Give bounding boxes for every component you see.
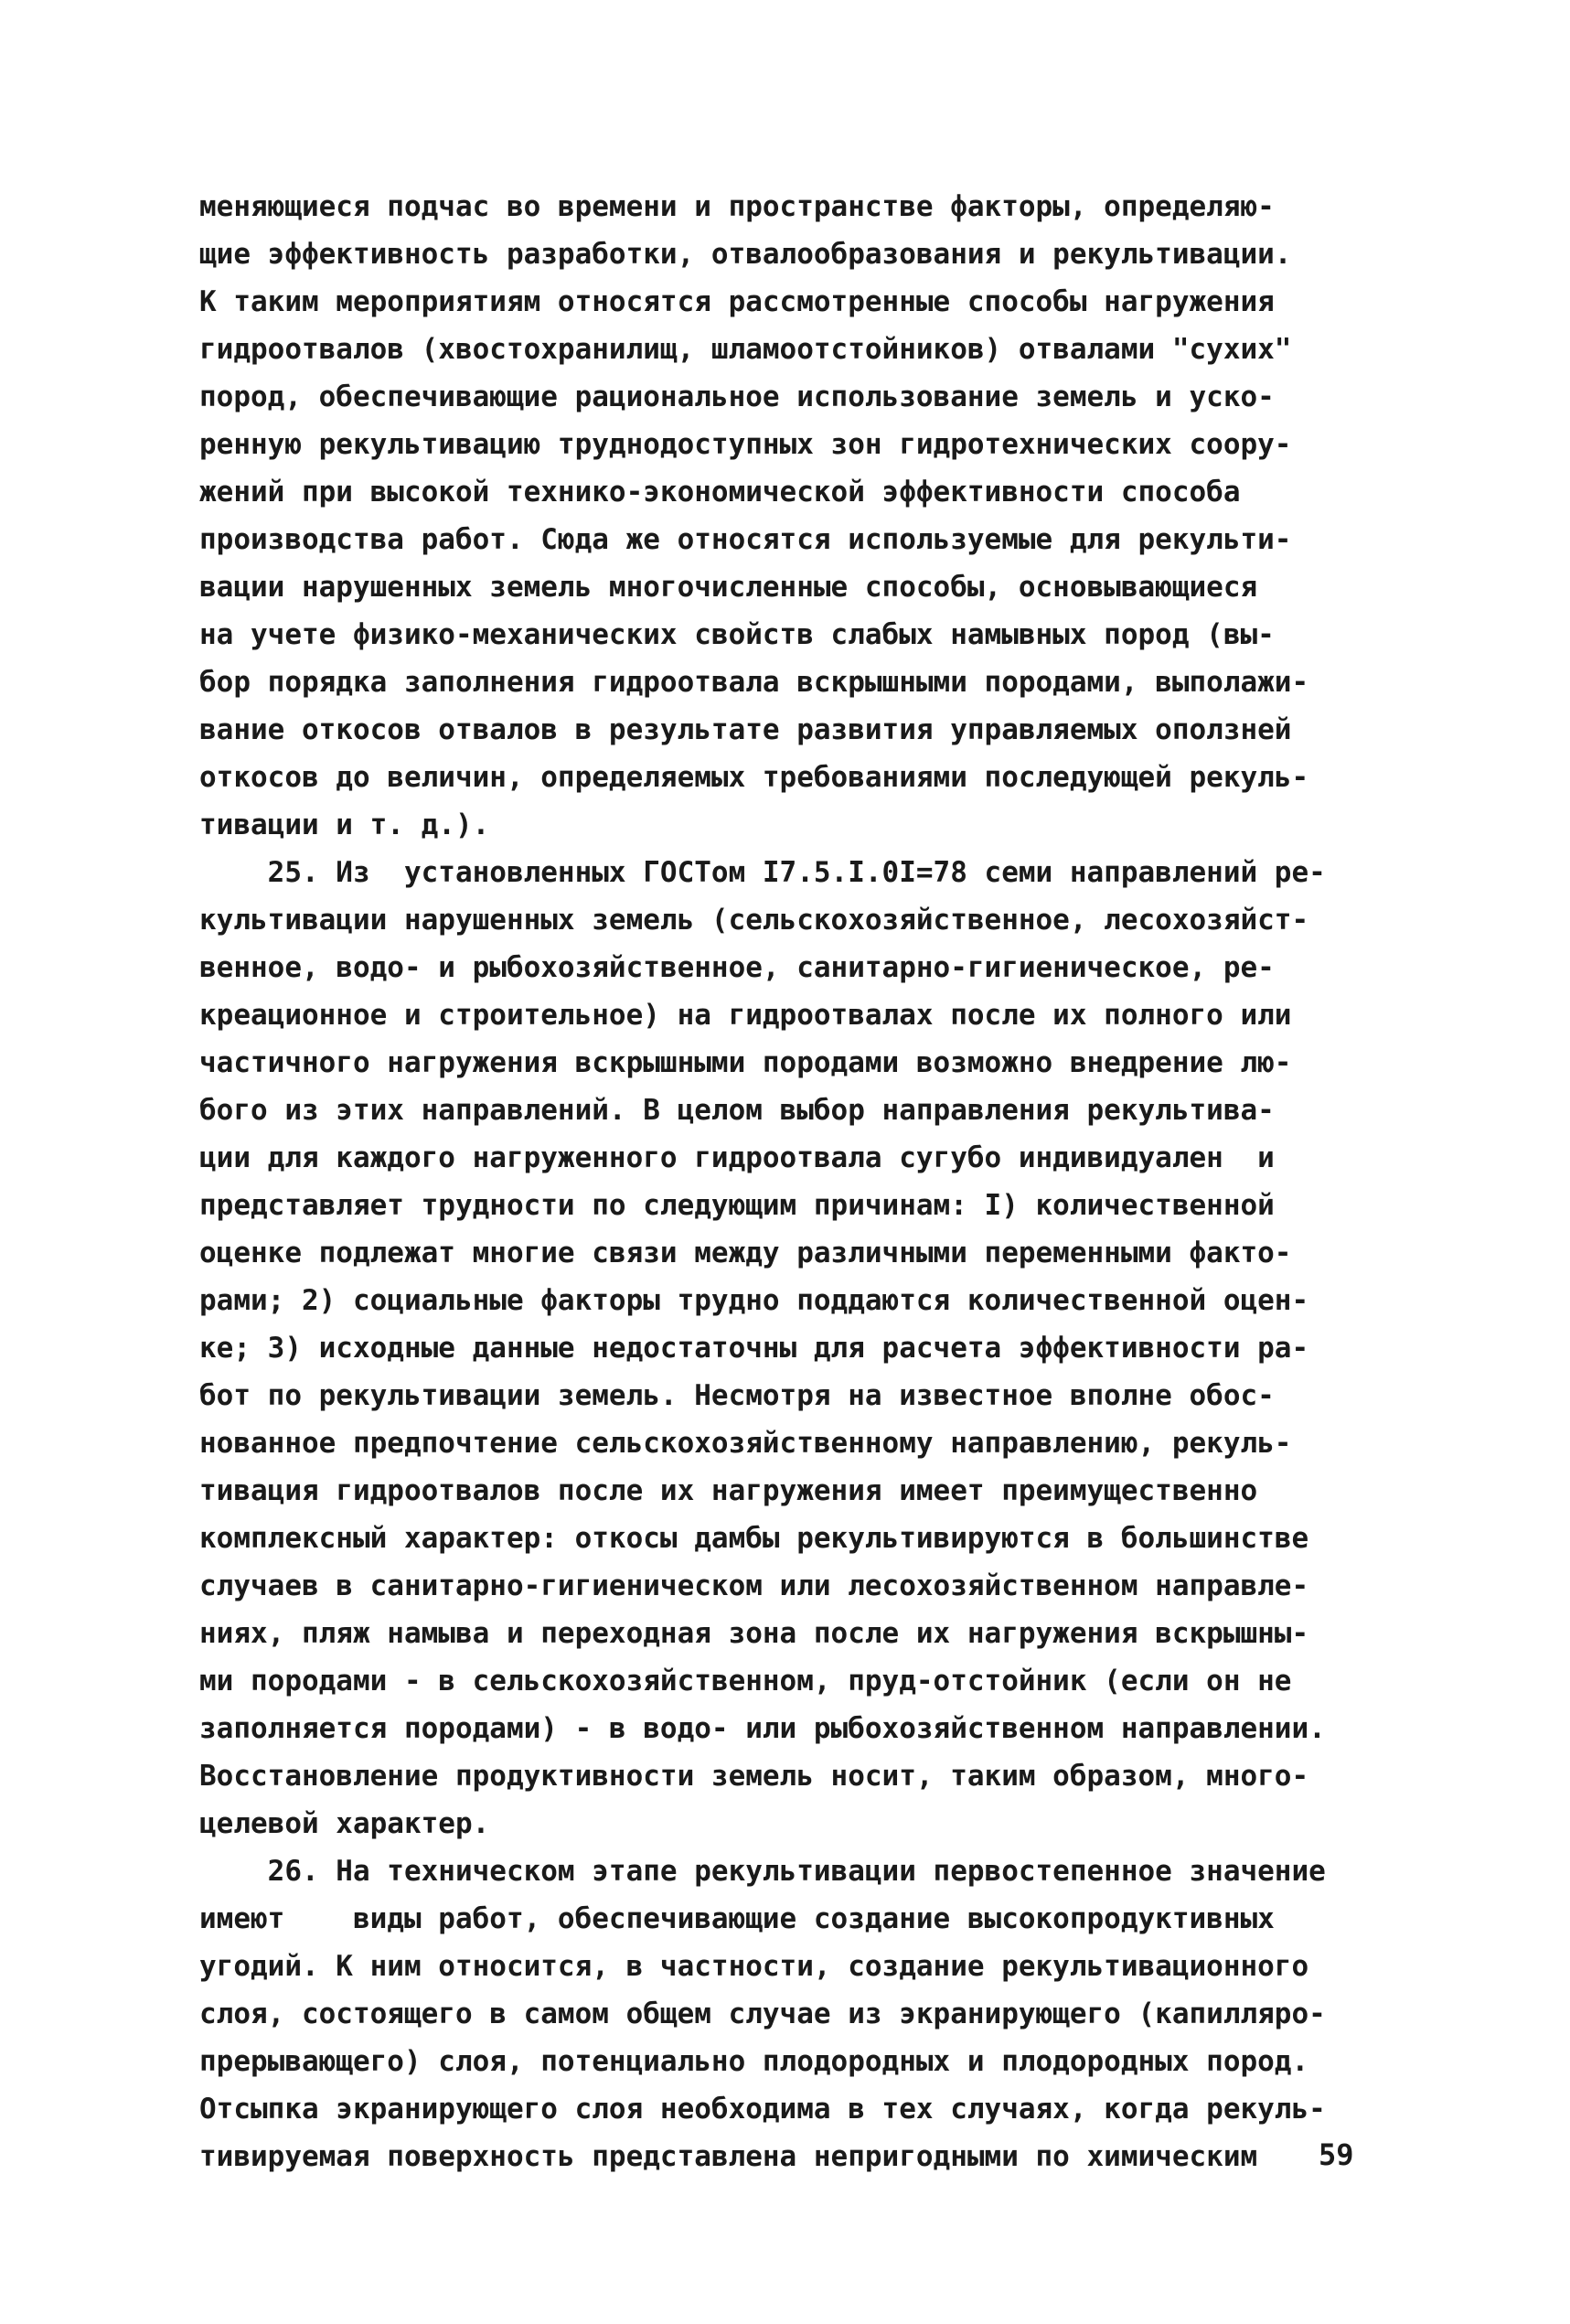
text-line: жений при высокой технико-экономической эффективности способа [199, 476, 1241, 509]
text-line: случаев в санитарно-гигиеническом или лесохозяйственном направле- [199, 1569, 1309, 1602]
text-line: комплексный характер: откосы дамбы рекультивируются в большинстве [199, 1522, 1309, 1555]
page-number: 59 [1319, 2137, 1354, 2172]
text-line: рами; 2) социальные факторы трудно поддаются количественной оцен- [199, 1284, 1309, 1317]
text-line: вание откосов отвалов в результате развития управляемых оползней [199, 713, 1292, 746]
text-line: креационное и строительное) на гидроотвалах после их полного или [199, 999, 1292, 1032]
text-line: пород, обеспечивающие рациональное использование земель и уско- [199, 380, 1275, 413]
text-line: ции для каждого нагруженного гидроотвала сугубо индивидуален и [199, 1141, 1275, 1174]
text-line: целевой характер. [199, 1807, 490, 1840]
paragraph-26-start: 26. На техническом этапе рекультивации первостепенное значение [199, 1855, 1326, 1888]
text-line: нованное предпочтение сельскохозяйственному направлению, рекуль- [199, 1427, 1292, 1460]
text-line: откосов до величин, определяемых требованиями последующей рекуль- [199, 761, 1309, 794]
paragraph-25-start: 25. Из установленных ГОСТом I7.5.I.0I=78 семи направлений ре- [199, 856, 1326, 889]
text-line: оценке подлежат многие связи между различными переменными факто- [199, 1237, 1292, 1269]
text-line: угодий. К ним относится, в частности, создание рекультивационного [199, 1950, 1309, 1983]
text-line: К таким мероприятиям относятся рассмотренные способы нагружения [199, 285, 1275, 318]
text-line: культивации нарушенных земель (сельскохозяйственное, лесохозяйст- [199, 904, 1309, 937]
text-line: бор порядка заполнения гидроотвала вскрышными породами, выполажи- [199, 666, 1309, 699]
text-line: тивируемая поверхность представлена непригодными по химическим [199, 2140, 1258, 2173]
text-line: щие эффективность разработки, отвалообразования и рекультивации. [199, 238, 1292, 271]
body-text [199, 183, 1388, 2180]
text-line: бот по рекультивации земель. Несмотря на известное вполне обос- [199, 1379, 1275, 1412]
text-line: Отсыпка экранирующего слоя необходима в тех случаях, когда рекуль- [199, 2093, 1326, 2126]
text-line: бого из этих направлений. В целом выбор направления рекультива- [199, 1094, 1275, 1127]
text-line: представляет трудности по следующим причинам: I) количественной [199, 1189, 1275, 1222]
text-line: меняющиеся подчас во времени и пространстве факторы, определяю- [199, 190, 1275, 223]
text-line: тивация гидроотвалов после их нагружения имеет преимущественно [199, 1474, 1258, 1507]
text-line: прерывающего) слоя, потенциально плодородных и плодородных пород. [199, 2045, 1309, 2078]
text-line: заполняется породами) - в водо- или рыбохозяйственном направлении. [199, 1712, 1326, 1745]
text-line: ниях, пляж намыва и переходная зона после их нагружения вскрышны- [199, 1617, 1309, 1650]
text-line: имеют виды работ, обеспечивающие создание высокопродуктивных [199, 1902, 1275, 1935]
text-line: венное, водо- и рыбохозяйственное, санитарно-гигиеническое, ре- [199, 951, 1275, 984]
text-line: ке; 3) исходные данные недостаточны для расчета эффективности ра- [199, 1332, 1309, 1365]
text-line: Восстановление продуктивности земель носит, таким образом, много- [199, 1760, 1309, 1793]
text-line: слоя, состоящего в самом общем случае из экранирующего (капилляро- [199, 1997, 1326, 2030]
text-line: ренную рекультивацию труднодоступных зон гидротехнических соору- [199, 428, 1292, 461]
text-line: на учете физико-механических свойств слабых намывных пород (вы- [199, 618, 1275, 651]
text-line: тивации и т. д.). [199, 809, 490, 841]
text-line: ми породами - в сельскохозяйственном, пруд-отстойник (если он не [199, 1665, 1292, 1697]
text-line: вации нарушенных земель многочисленные способы, основывающиеся [199, 571, 1258, 604]
text-line: производства работ. Сюда же относятся используемые для рекульти- [199, 523, 1292, 556]
text-line: гидроотвалов (хвостохранилищ, шламоотстойников) отвалами "сухих" [199, 333, 1292, 366]
text-line: частичного нагружения вскрышными породами возможно внедрение лю- [199, 1046, 1292, 1079]
